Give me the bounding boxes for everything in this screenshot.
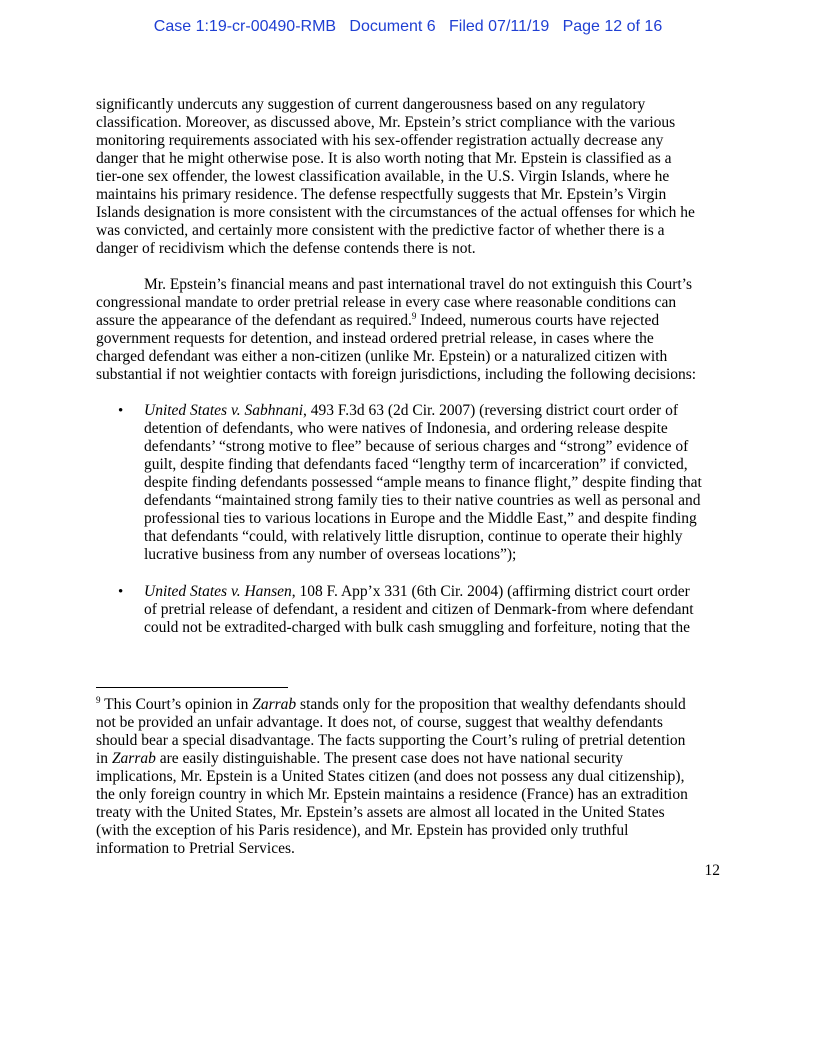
text-line: should bear a special disadvantage. The facts supporting the Court’s ruling of pretrial detention <box>96 732 686 749</box>
text-line: could not be extradited-charged with bulk cash smuggling and forfeiture, noting that the <box>144 619 690 636</box>
text-fragment: assure the appearance of the defendant as required. <box>96 312 412 329</box>
text-line: that defendants “could, with relatively little disruption, continue to operate their highly <box>144 528 683 545</box>
text-line: danger of recidivism which the defense contends there is not. <box>96 240 476 257</box>
text-line: treaty with the United States, Mr. Epstein’s assets are almost all located in the United States <box>96 804 665 821</box>
text-line: detention of defendants, who were natives of Indonesia, and ordering release despite <box>144 420 668 437</box>
text-line-with-footnote-ref <box>96 312 724 330</box>
text-fragment: , 108 F. App’x 331 (6th Cir. 2004) (affirming district court order <box>291 583 690 600</box>
text-line: maintains his primary residence. The defense respectfully suggests that Mr. Epstein’s Virgin <box>96 186 667 203</box>
paragraph-spacer <box>96 258 724 276</box>
text-line: lucrative business from any number of overseas locations”); <box>144 546 517 563</box>
paragraph-dangerousness <box>96 96 724 258</box>
text-fragment: are easily distinguishable. The present case does not have national security <box>155 750 624 767</box>
footnote-reference-link[interactable]: 9 <box>411 311 417 321</box>
bullet-spacer <box>96 564 724 583</box>
text-line: defendants’ “strong motive to flee” because of serious charges and “strong” evidence of <box>144 438 689 455</box>
text-line: guilt, despite finding that defendants faced “lengthy term of incarceration” if convicted, <box>144 456 688 473</box>
text-line <box>96 696 724 714</box>
text-line: was convicted, and certainly more consistent with the predictive factor of whether there is a <box>96 222 665 239</box>
text-line: implications, Mr. Epstein is a United States citizen (and does not possess any dual citizenship), <box>96 768 685 785</box>
case-name: United States v. Sabhnani <box>144 402 303 419</box>
text-line <box>96 750 724 768</box>
text-fragment: This Court’s opinion in <box>100 696 253 713</box>
paragraph-spacer <box>96 384 724 402</box>
footnote-marker: 9 <box>96 695 101 705</box>
text-line: substantial if not weightier contacts with foreign jurisdictions, including the following decisions: <box>96 366 697 383</box>
text-line: of pretrial release of defendant, a resident and citizen of Denmark-from where defendant <box>144 601 694 618</box>
bullet-dot-icon: • <box>118 403 124 419</box>
paragraph-financial-means <box>96 276 724 384</box>
case-name: Zarrab <box>252 696 297 713</box>
text-line: monitoring requirements associated with his sex-offender registration actually decrease any <box>96 132 664 149</box>
bullet-item-sabhnani <box>96 402 724 564</box>
text-line: tier-one sex offender, the lowest classification available, in the U.S. Virgin Islands, where he <box>96 168 670 185</box>
text-line: charged defendant was either a non-citizen (unlike Mr. Epstein) or a naturalized citizen with <box>96 348 668 365</box>
text-line: danger that he might otherwise pose. It is also worth noting that Mr. Epstein is classified as a <box>96 150 672 167</box>
text-line: Islands designation is more consistent with the circumstances of the actual offenses for which he <box>96 204 695 221</box>
text-line <box>144 402 724 420</box>
bullet-dot-icon: • <box>118 584 124 600</box>
text-line: defendants “maintained strong family ties to their native countries as well as personal and <box>144 492 701 509</box>
footnote-separator <box>96 687 288 688</box>
text-line: despite finding defendants possessed “ample means to finance flight,” despite finding that <box>144 474 702 491</box>
text-fragment: in <box>96 750 112 767</box>
text-fragment: , 493 F.3d 63 (2d Cir. 2007) (reversing district court order of <box>303 402 678 419</box>
bullet-item-hansen <box>96 583 724 637</box>
text-line: the only foreign country in which Mr. Epstein maintains a residence (France) has an extradition <box>96 786 688 803</box>
text-line <box>144 583 724 601</box>
text-line: significantly undercuts any suggestion of current dangerousness based on any regulatory <box>96 96 646 113</box>
text-line: Mr. Epstein’s financial means and past international travel do not extinguish this Court’s <box>144 276 693 293</box>
text-fragment: stands only for the proposition that wealthy defendants should <box>296 696 686 713</box>
ecf-header-stamp: Case 1:19-cr-00490-RMB Document 6 Filed 07/11/19 Page 12 of 16 <box>153 18 663 35</box>
text-line: not be provided an unfair advantage. It does not, of course, suggest that wealthy defendants <box>96 714 663 731</box>
text-line: professional ties to various locations in Europe and the Middle East,” and despite finding <box>144 510 697 527</box>
document-body <box>96 96 724 637</box>
footnote-9 <box>96 696 724 858</box>
text-line: government requests for detention, and instead ordered pretrial release, in cases where the <box>96 330 654 347</box>
case-name: Zarrab <box>111 750 156 767</box>
text-fragment: Indeed, numerous courts have rejected <box>416 312 660 329</box>
text-line: (with the exception of his Paris residence), and Mr. Epstein has provided only truthful <box>96 822 629 839</box>
text-line: information to Pretrial Services. <box>96 840 295 857</box>
text-line: congressional mandate to order pretrial release in every case where reasonable conditions can <box>96 294 677 311</box>
text-line: classification. Moreover, as discussed above, Mr. Epstein’s strict compliance with the various <box>96 114 676 131</box>
case-name: United States v. Hansen <box>144 583 292 600</box>
page-number: 12 <box>704 862 720 879</box>
